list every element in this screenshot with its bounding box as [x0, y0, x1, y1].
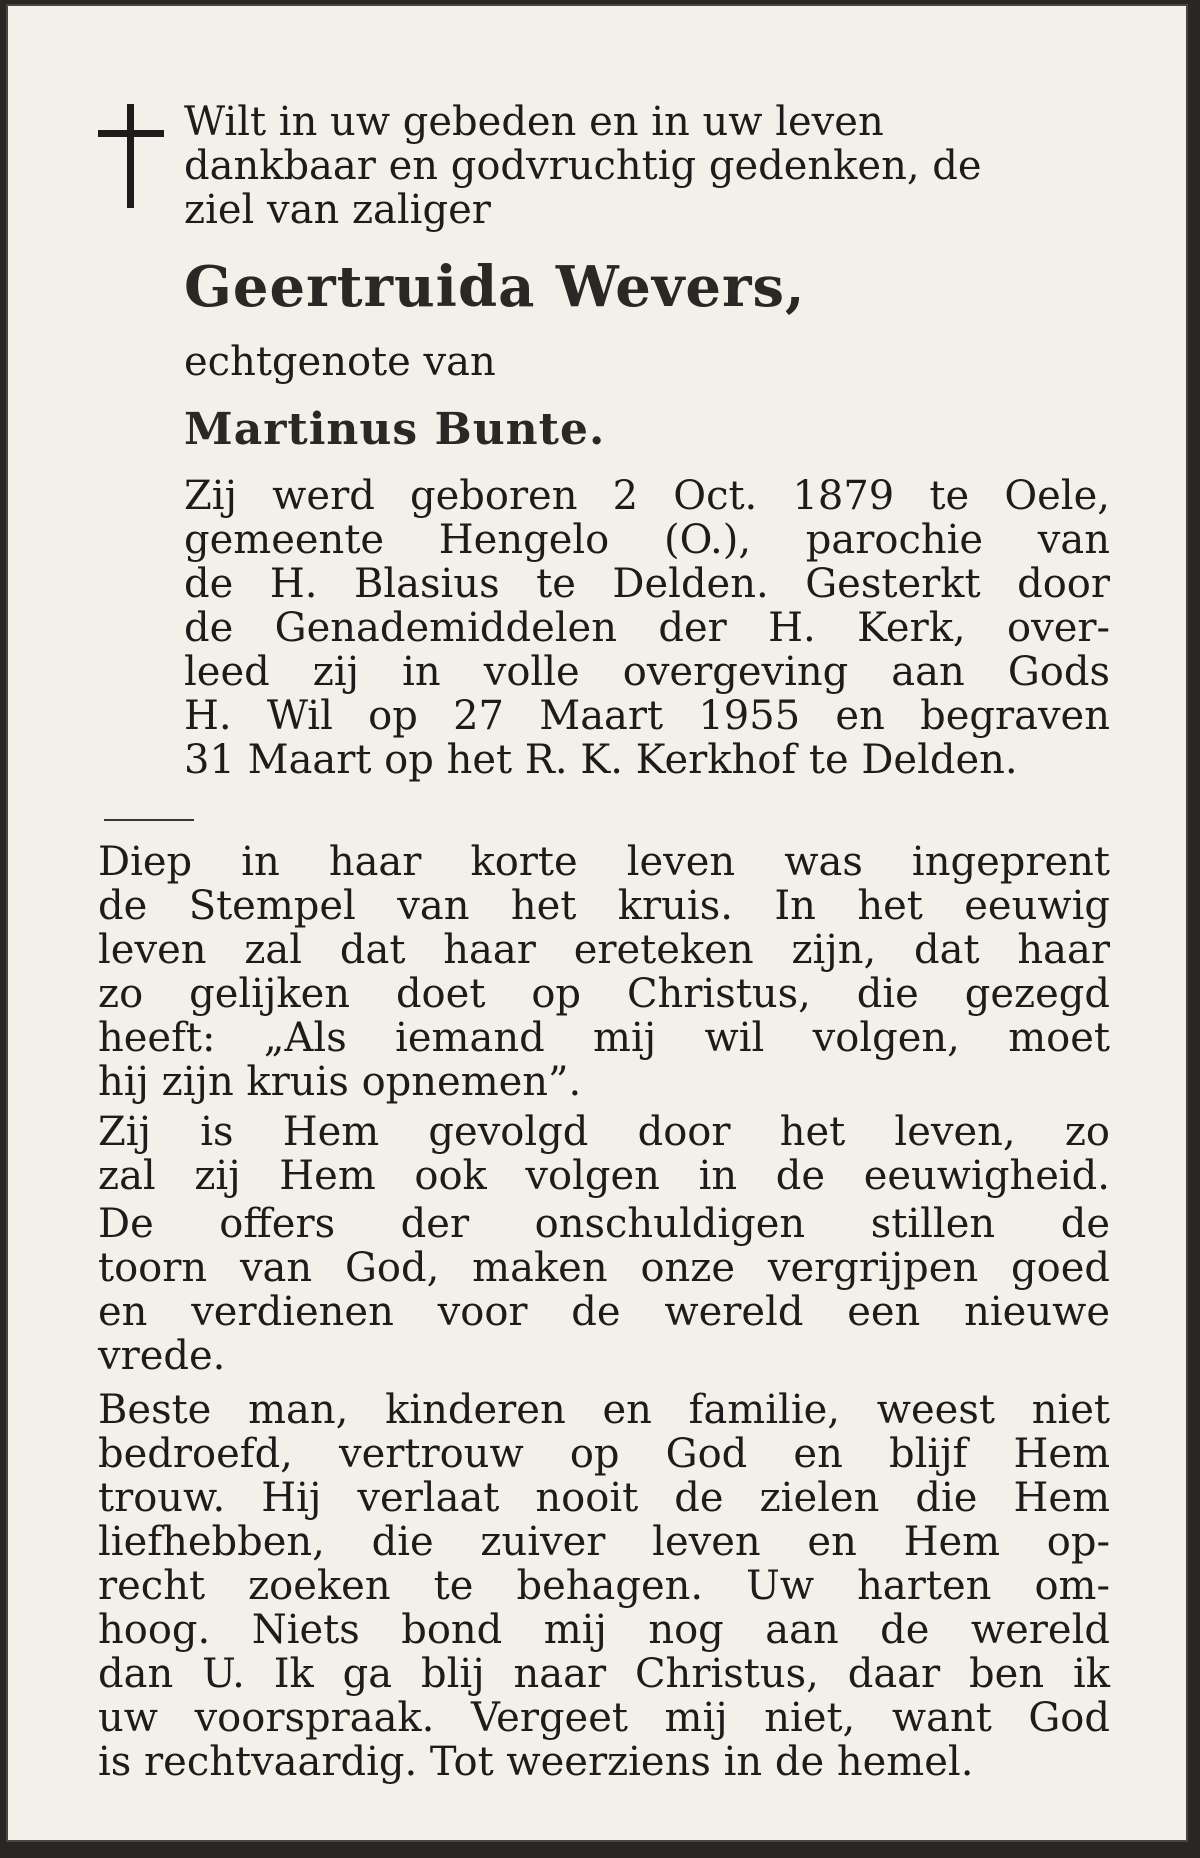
body-line: liefhebben, die zuiver leven en Hem op- [98, 1519, 1110, 1565]
body-line: Diep in haar korte leven was ingeprent [98, 839, 1110, 885]
bio-line: 31 Maart op het R. K. Kerkhof te Delden. [184, 737, 1018, 783]
body-line: zal zij Hem ook volgen in de eeuwigheid. [98, 1153, 1110, 1199]
body-line: en verdienen voor de wereld een nieuwe [98, 1289, 1110, 1335]
bio-line: de Genademiddelen der H. Kerk, over- [184, 605, 1110, 651]
intro-line: Wilt in uw gebeden en in uw leven [184, 99, 884, 145]
bio-line: gemeente Hengelo (O.), parochie van [184, 517, 1110, 563]
body-line: heeft: „Als iemand mij wil volgen, moet [98, 1015, 1110, 1061]
cross-icon [98, 104, 164, 208]
deceased-name: Geertruida Wevers, [184, 254, 806, 320]
body-line: dan U. Ik ga blij naar Christus, daar ben ik [98, 1651, 1110, 1697]
bio-line: de H. Blasius te Delden. Gesterkt door [184, 561, 1110, 607]
body-line: leven zal dat haar ereteken zijn, dat haar [98, 927, 1110, 973]
body-line: zo gelijken doet op Christus, die gezegd [98, 971, 1110, 1017]
body-line: uw voorspraak. Vergeet mij niet, want God [98, 1695, 1110, 1741]
spouse-intro: echtgenote van [184, 339, 496, 385]
body-line: vrede. [98, 1333, 226, 1379]
bio-line: leed zij in volle overgeving aan Gods [184, 649, 1110, 695]
body-line: De offers der onschuldigen stillen de [98, 1201, 1110, 1247]
intro-line: dankbaar en godvruchtig gedenken, de [184, 143, 982, 189]
body-line: is rechtvaardig. Tot weerziens in de hemel. [98, 1739, 974, 1785]
intro-line: ziel van zaliger [184, 187, 491, 233]
body-line: hij zijn kruis opnemen”. [98, 1059, 582, 1105]
body-line: recht zoeken te behagen. Uw harten om- [98, 1563, 1110, 1609]
memorial-card [6, 4, 1188, 1842]
body-line: bedroefd, vertrouw op God en blijf Hem [98, 1431, 1110, 1477]
body-line: Zij is Hem gevolgd door het leven, zo [98, 1109, 1110, 1155]
spouse-name: Martinus Bunte. [184, 404, 606, 455]
body-line: trouw. Hij verlaat nooit de zielen die Hem [98, 1475, 1110, 1521]
body-line: de Stempel van het kruis. In het eeuwig [98, 883, 1110, 929]
bio-line: Zij werd geboren 2 Oct. 1879 te Oele, [184, 473, 1110, 519]
bio-line: H. Wil op 27 Maart 1955 en begraven [184, 693, 1110, 739]
divider [104, 819, 194, 821]
body-line: toorn van God, maken onze vergrijpen goed [98, 1245, 1110, 1291]
body-line: Beste man, kinderen en familie, weest niet [98, 1387, 1110, 1433]
body-line: hoog. Niets bond mij nog aan de wereld [98, 1607, 1110, 1653]
